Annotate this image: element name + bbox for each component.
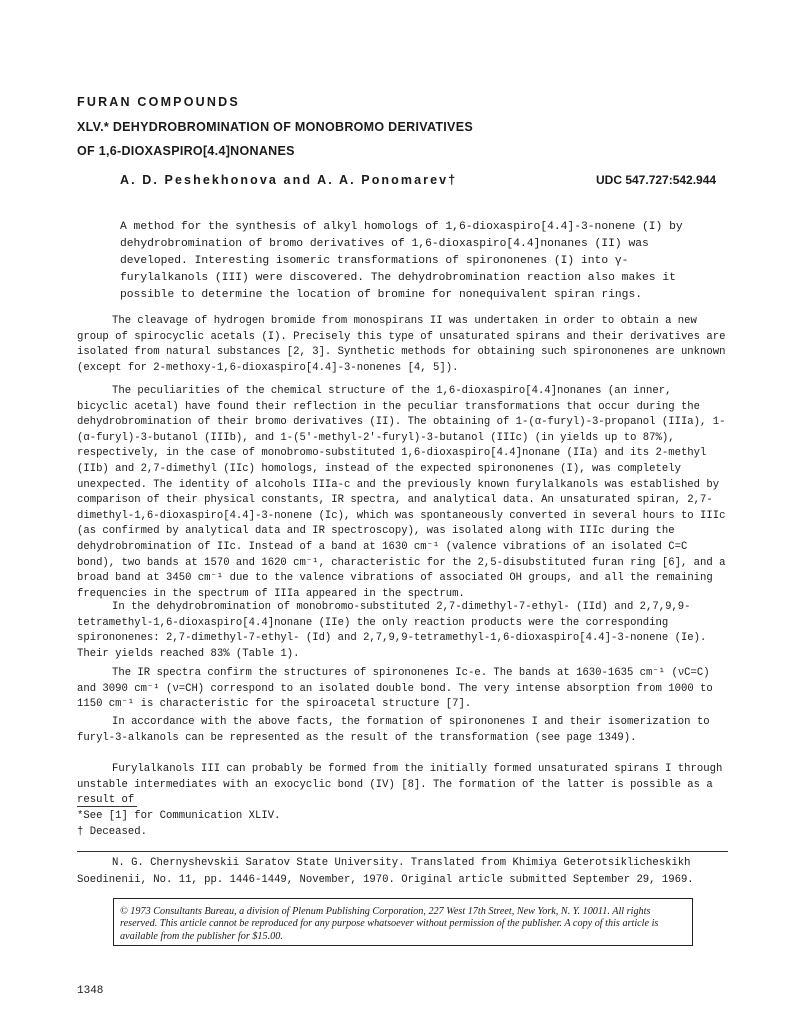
- page-number: 1348: [77, 985, 104, 997]
- paragraph-2: The peculiarities of the chemical structure of the 1,6-dioxaspiro[4.4]nonanes (an inner, bicyclic acetal) have found their reflection in the peculiar transformations that occur during the dehydrobromination of their bromo derivatives (II). The obtaining of 1-(α-furyl)-3-propanol (IIIa), 1-(α-furyl)-3-butanol (IIIb), and 1-(5'-methyl-2'-furyl)-3-butanol (IIIc) (in yields up to 87%), respectively, in the case of monobromo-substituted 1,6-dioxaspiro[4.4]nonane (IIa) and its 2-methyl (IIb) and 2,7-dimethyl (IIc) homologs, instead of the expected spirononenes (I), was completely unexpected. The identity of alcohols IIIa-c and the previously known furylalkanols was established by comparison of their physical constants, IR spectra, and analytical data. An unsaturated spiran, 2,7-dimethyl-1,6-dioxaspiro[4.4]-3-nonene (Ic), which was spontaneously converted in several hours to IIIc (as confirmed by analytical data and IR spectroscopy), was isolated along with IIIc during the dehydrobromination of IIc. Instead of a band at 1630 cm⁻¹ (valence vibrations of an isolated C=C bond), two bands at 1570 and 1620 cm⁻¹, characteristic for the 2,5-disubstituted furan ring [6], and a broad band at 3450 cm⁻¹ due to the valence vibrations of associated OH groups, and all the remaining frequencies in the spectrum of IIIa appeared in the spectrum.: [77, 385, 726, 600]
- paragraph-3: In the dehydrobromination of monobromo-substituted 2,7-dimethyl-7-ethyl- (IId) and 2,7,9,9-tetramethyl-1,6-dioxaspiro[4.4]nonane (IIe) the only reaction products were the corresponding spirononenes: 2,7-dimethyl-7-ethyl- (Id) and 2,7,9,9-tetramethyl-1,6-dioxaspiro[4.4]-3-nonene (Ie). Their yields reached 83% (Table 1).: [77, 601, 707, 660]
- udc-code: UDC 547.727:542.944: [596, 173, 717, 187]
- paragraph-5: In accordance with the above facts, the formation of spirononenes I and their isomerization to furyl-3-alkanols can be represented as the result of the transformation (see page 1349).: [77, 716, 710, 744]
- series-title: FURAN COMPOUNDS: [77, 95, 240, 109]
- copyright-notice: © 1973 Consultants Bureau, a division of Plenum Publishing Corporation, 227 West 17th Street, New York, N. Y. 10011. All rights reserved. This article cannot be reproduced for any purpose whatsoever without permission of the publisher. A copy of this article is available from the publisher for $15.00.: [120, 906, 659, 942]
- footnote-deceased: † Deceased.: [77, 826, 147, 838]
- translation-note: N. G. Chernyshevskii Saratov State University. Translated from Khimiya Geterotsiklicheskikh Soedinenii, No. 11, pp. 1446-1449, November, 1970. Original article submitted September 29, 1969.: [77, 857, 694, 886]
- article-title-line1: XLV.* DEHYDROBROMINATION OF MONOBROMO DERIVATIVES: [77, 120, 473, 134]
- translation-rule: [77, 851, 728, 852]
- authors: A. D. Peshekhonova and A. A. Ponomarev†: [120, 173, 458, 187]
- article-title-line2: OF 1,6-DIOXASPIRO[4.4]NONANES: [77, 144, 295, 158]
- paragraph-4: The IR spectra confirm the structures of spirononenes Ic-e. The bands at 1630-1635 cm⁻¹ (νC=C) and 3090 cm⁻¹ (ν=CH) correspond to an isolated double bond. The very intense absorption from 1000 to 1150 cm⁻¹ is characteristic for the spiroacetal structure [7].: [77, 667, 713, 711]
- paragraph-1: The cleavage of hydrogen bromide from monospirans II was undertaken in order to obtain a new group of spirocyclic acetals (I). Precisely this type of unsaturated spirans and their derivatives are isolated from natural substances [2, 3]. Synthetic methods for obtaining such spirononenes are unknown (except for 2-methoxy-1,6-dioxaspiro[4.4]-3-nonenes [4, 5]).: [77, 315, 726, 374]
- footnote-rule: [77, 806, 137, 807]
- abstract: A method for the synthesis of alkyl homologs of 1,6-dioxaspiro[4.4]-3-nonene (I) by dehydrobromination of bromo derivatives of 1,6-dioxaspiro[4.4]nonanes (II) was developed. Interesting isomeric transformations of spirononenes (I) into γ-furylalkanols (III) were discovered. The dehydrobromination reaction also makes it possible to determine the location of bromine for nonequivalent spiran rings.: [120, 221, 683, 301]
- paragraph-6: Furylalkanols III can probably be formed from the initially formed unsaturated spirans I through unstable intermediates with an exocyclic bond (IV) [8]. The formation of the latter is possible as a result of: [77, 763, 723, 807]
- footnote-communication: *See [1] for Communication XLIV.: [77, 810, 281, 822]
